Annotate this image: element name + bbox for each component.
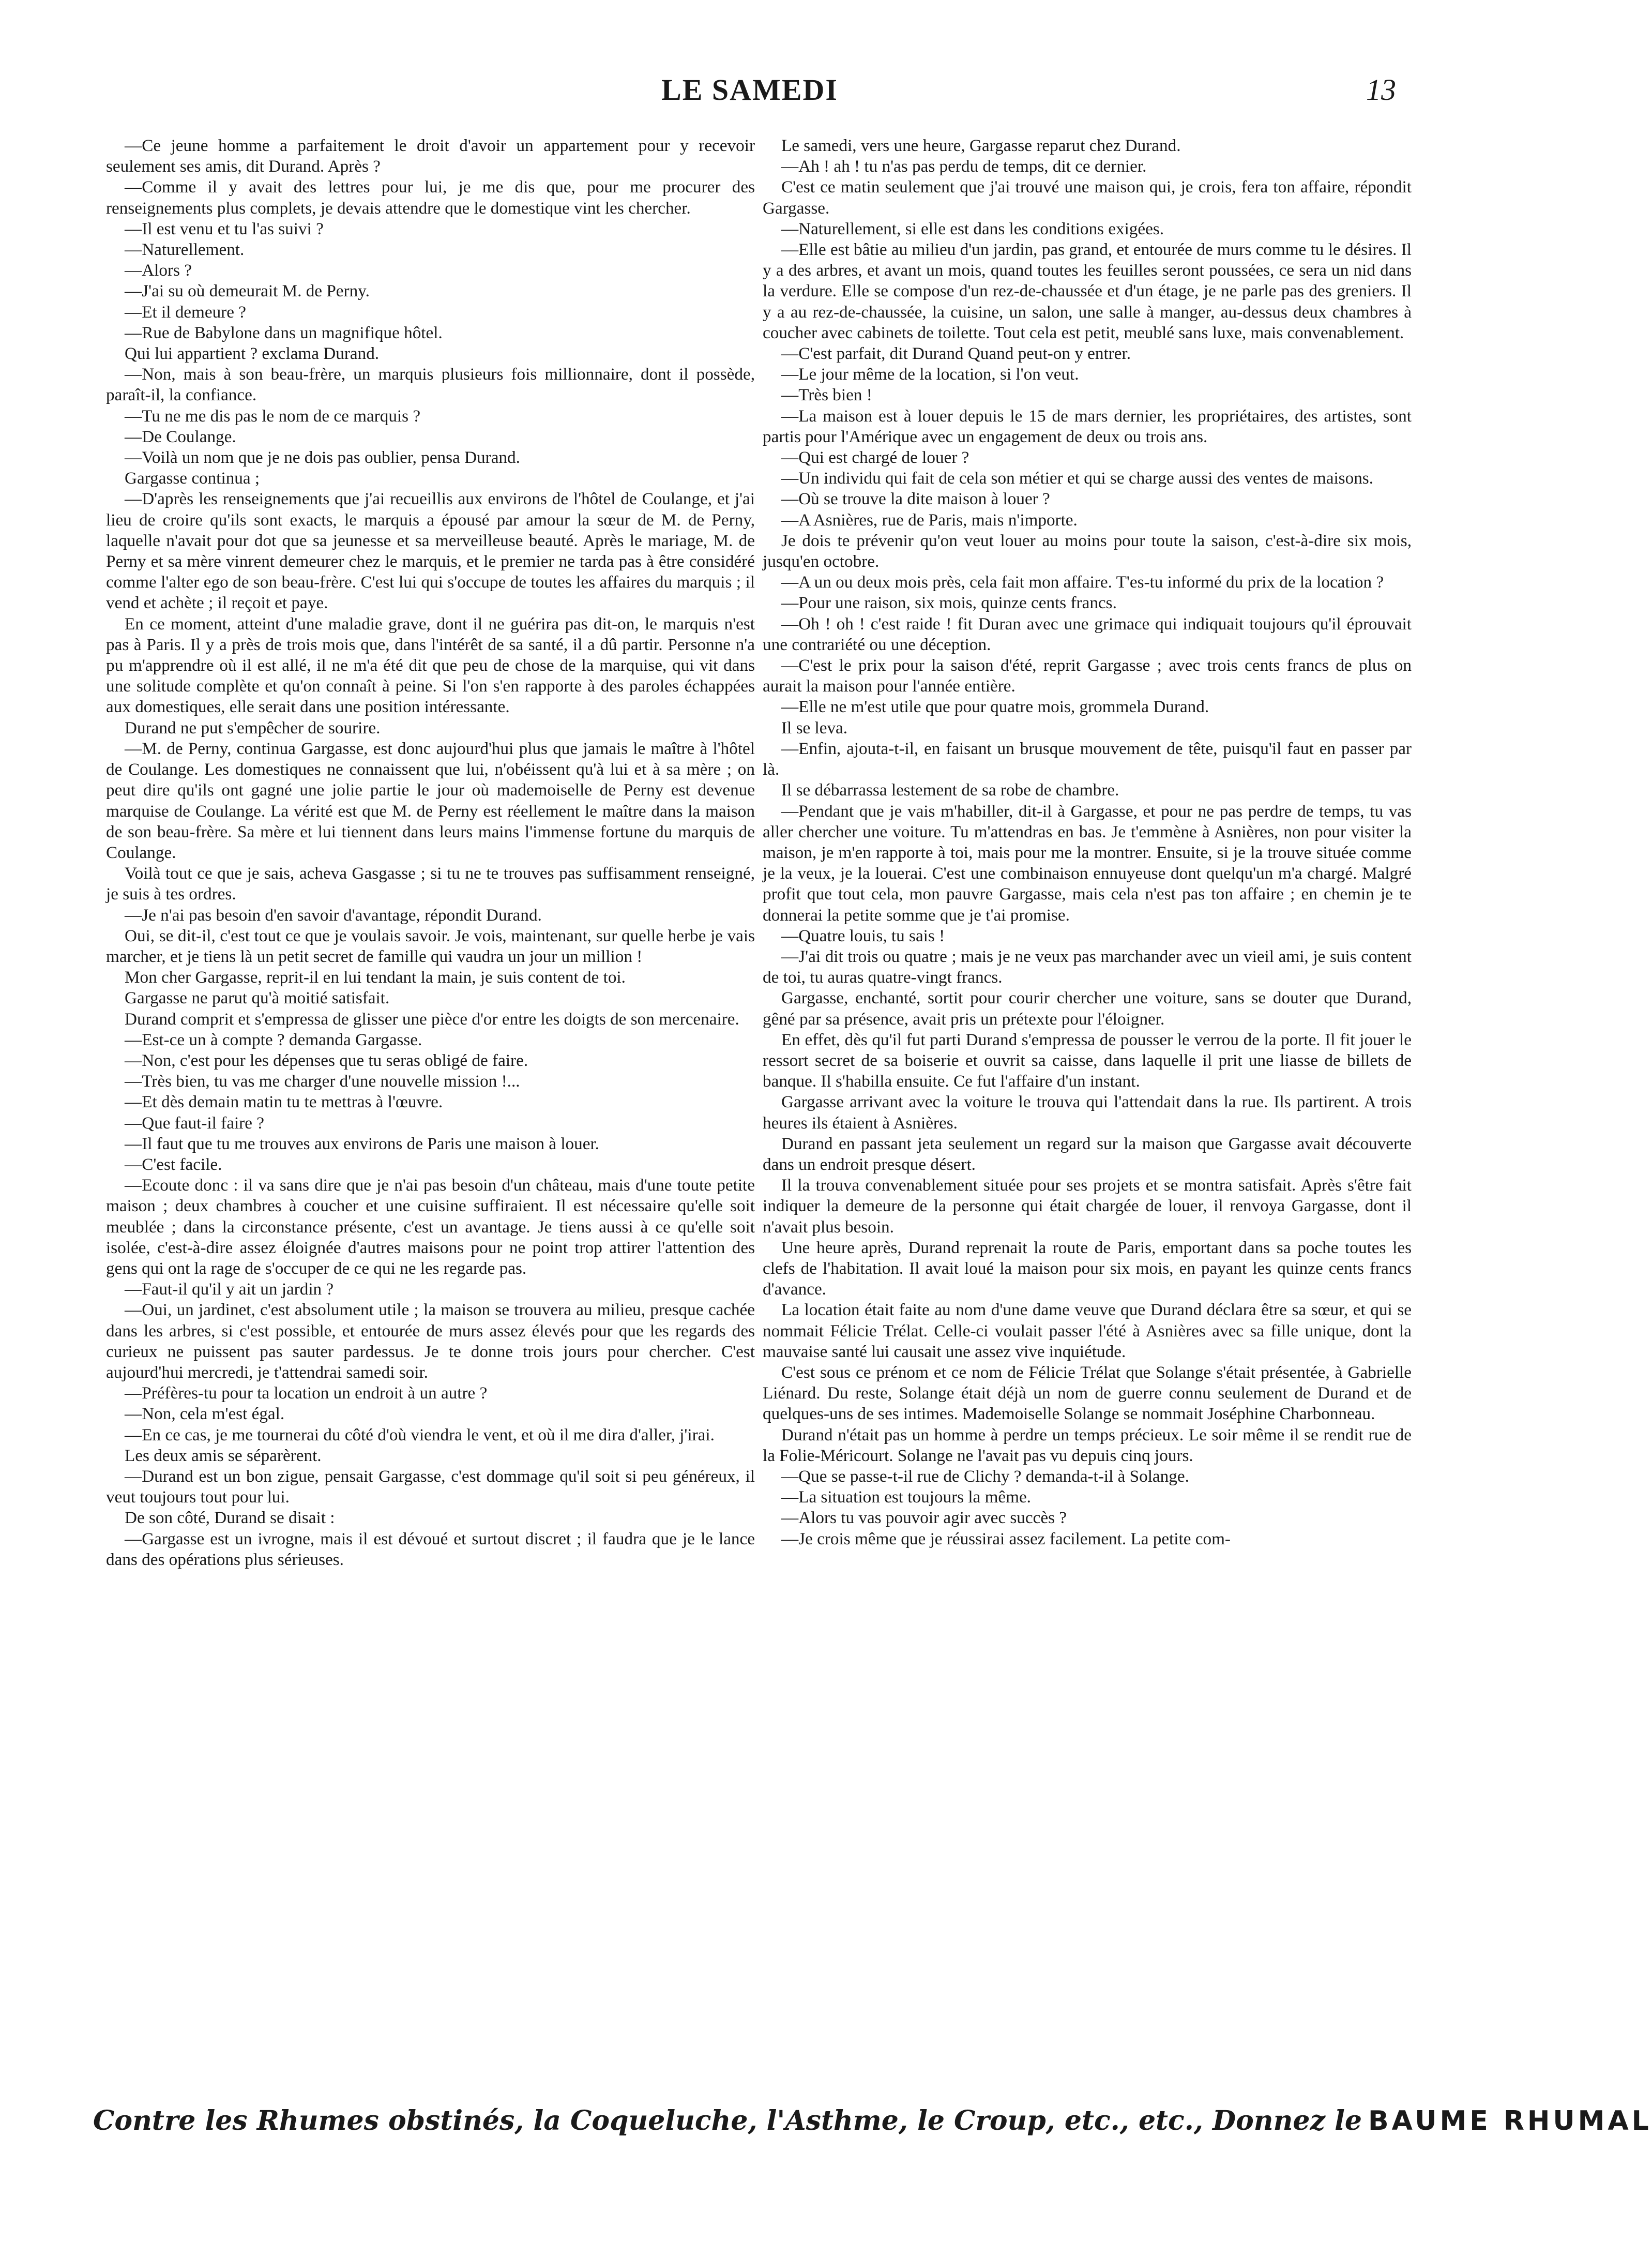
paragraph: —Pendant que je vais m'habiller, dit-il à Gargasse, et pour ne pas perdre de temps, tu vas aller chercher une voiture. Tu m'attendras en bas. Je t'emmène à Asnières, non pour visiter la maison, je m'en rapporte à toi, mais pour me la montrer. Ensuite, si je la trouve située comme je la veux, je la louerai. C'est une combinaison ennuyeuse dont quelqu'un m'a chargé. Malgré profit que tout cela, mon pauvre Gargasse, mais cela n'est pas ton affaire ; en chemin je te donnerai la petite somme que je t'ai promise. [763,801,1412,925]
paragraph: —Pour une raison, six mois, quinze cents francs. [781,593,1117,613]
paragraph: —Quatre louis, tu sais ! [781,926,945,945]
paragraph: —Je crois même que je réussirai assez facilement. La petite com- [781,1529,1231,1548]
paragraph: —M. de Perny, continua Gargasse, est donc aujourd'hui plus que jamais le maître à l'hôtel de Coulange. Les domestiques ne connaissent que lui, n'obéissent qu'à lui et à sa mère ; on peut dire qu'ils ont gagné une jolie partie le jour où mademoiselle de Perny est devenue marquise de Coulange. La vérité est que M. de Perny est réellement le maître dans la maison de son beau-frère. Sa mère et lui tiennent dans leurs mains l'immense fortune du marquis de Coulange. [106,739,755,862]
paragraph: —Ah ! ah ! tu n'as pas perdu de temps, dit ce dernier. [781,157,1147,176]
paragraph: Durand comprit et s'empressa de glisser une pièce d'or entre les doigts de son mercenaire. [125,1009,739,1029]
paragraph: —La situation est toujours la même. [781,1487,1031,1507]
paragraph: Je dois te prévenir qu'on veut louer au moins pour toute la saison, c'est-à-dire six mois, jusqu'en octobre. [763,531,1412,571]
ad-text: Contre les Rhumes obstinés, la Coqueluche, l'Asthme, le Croup, etc., etc., Donnez le [93,2105,1362,2136]
paragraph: En effet, dès qu'il fut parti Durand s'empressa de pousser le verrou de la porte. Il fit jouer le ressort secret de sa boiserie et ouvrit sa caisse, dans laquelle il prit une liasse de billets de banque. Il s'habilla ensuite. Ce fut l'affaire d'un instant. [763,1030,1412,1091]
paragraph: —Et dès demain matin tu te mettras à l'œuvre. [125,1092,443,1112]
paragraph: —Naturellement. [125,240,245,260]
paragraph: La location était faite au nom d'une dame veuve que Durand déclara être sa sœur, et qui se nommait Félicie Trélat. Celle-ci voulait passer l'été à Asnières avec sa fille unique, dont la mauvaise santé lui causait une assez vive inquiétude. [763,1300,1412,1361]
paragraph: Il se leva. [781,718,848,738]
paragraph: —Que se passe-t-il rue de Clichy ? demanda-t-il à Solange. [781,1467,1189,1486]
paragraph: —Comme il y avait des lettres pour lui, je me dis que, pour me procurer des renseignements plus complets, je devais attendre que le domestique vint les chercher. [106,177,755,218]
paragraph: —Où se trouve la dite maison à louer ? [781,489,1050,509]
paragraph: —Qui est chargé de louer ? [781,448,969,468]
paragraph: C'est ce matin seulement que j'ai trouvé une maison qui, je crois, fera ton affaire, répondit Gargasse. [763,177,1412,218]
paragraph: —Il faut que tu me trouves aux environs de Paris une maison à louer. [125,1134,599,1153]
paragraph: —Ecoute donc : il va sans dire que je n'ai pas besoin d'un château, mais d'une toute petite maison ; deux chambres à coucher et une cuisine suffiraient. Il est nécessaire qu'elle soit meublée ; dans la circonstance présente, c'est un avantage. Je tiens aussi à ce qu'elle soit isolée, c'est-à-dire assez éloignée d'autres maisons pour ne point trop attirer l'attention des gens qui ont la rage de s'occuper de ce qui ne les regarde pas. [106,1176,755,1278]
paragraph: Il se débarrassa lestement de sa robe de chambre. [781,780,1119,800]
paragraph: —Faut-il qu'il y ait un jardin ? [125,1280,334,1299]
paragraph: —J'ai dit trois ou quatre ; mais je ne veux pas marchander avec un vieil ami, je suis content de toi, tu auras quatre-vingt francs. [763,946,1412,987]
paragraph: —Que faut-il faire ? [125,1113,264,1133]
paragraph: —Et il demeure ? [125,302,246,322]
paragraph: Voilà tout ce que je sais, acheva Gasgasse ; si tu ne te trouves pas suffisamment renseigné, je suis à tes ordres. [106,864,755,904]
masthead-title: LE SAMEDI [661,73,838,107]
right-column [763,136,1412,2080]
paragraph: —Très bien, tu vas me charger d'une nouvelle mission !... [125,1072,520,1091]
paragraph: Oui, se dit-il, c'est tout ce que je voulais savoir. Je vois, maintenant, sur quelle herbe je vais marcher, et je tiens là un petit secret de famille qui vaudra un jour un million ! [106,926,755,966]
paragraph: Durand en passant jeta seulement un regard sur la maison que Gargasse avait découverte dans un endroit presque désert. [763,1134,1412,1174]
paragraph: —C'est facile. [125,1154,222,1174]
paragraph: —Naturellement, si elle est dans les conditions exigées. [781,219,1164,238]
paragraph: —C'est le prix pour la saison d'été, reprit Gargasse ; avec trois cents francs de plus on aurait la maison pour l'année entière. [763,656,1412,696]
paragraph: Gargasse arrivant avec la voiture le trouva qui l'attendait dans la rue. Ils partirent. A trois heures ils étaient à Asnières. [763,1092,1412,1133]
paragraph: Une heure après, Durand reprenait la route de Paris, emportant dans sa poche toutes les clefs de l'habitation. Il avait loué la maison pour six mois, en payant les quinze cents francs d'avance. [763,1238,1412,1299]
paragraph: Durand n'était pas un homme à perdre un temps précieux. Le soir même il se rendit rue de la Folie-Méricourt. Solange ne l'avait pas vu depuis cinq jours. [763,1425,1412,1465]
paragraph: Gargasse, enchanté, sortit pour courir chercher une voiture, sans se douter que Durand, gêné par sa présence, avait pris un prétexte pour l'éloigner. [763,988,1412,1029]
paragraph: —Alors tu vas pouvoir agir avec succès ? [781,1508,1067,1528]
paragraph: —La maison est à louer depuis le 15 de mars dernier, les propriétaires, des artistes, sont partis pour l'Amérique avec un engagement de deux ou trois ans. [763,406,1412,446]
footer-advertisement [93,2105,1652,2136]
paragraph: Les deux amis se séparèrent. [125,1446,322,1465]
paragraph: Gargasse ne parut qu'à moitié satisfait. [125,988,390,1008]
paragraph: —En ce cas, je me tournerai du côté d'où viendra le vent, et où il me dira d'aller, j'irai. [125,1425,715,1444]
paragraph: De son côté, Durand se disait : [125,1508,335,1528]
paragraph: —Non, c'est pour les dépenses que tu seras obligé de faire. [125,1050,528,1070]
paragraph: —Oh ! oh ! c'est raide ! fit Duran avec une grimace qui indiquait toujours qu'il éprouvait une contrariété ou une déception. [763,614,1412,654]
left-column [106,136,755,2080]
paragraph: —Enfin, ajouta-t-il, en faisant un brusque mouvement de tête, puisqu'il faut en passer par là. [763,739,1412,779]
paragraph: —De Coulange. [125,427,236,446]
paragraph: —Oui, un jardinet, c'est absolument utile ; la maison se trouvera au milieu, presque cachée dans les arbres, si c'est possible, et entourée de murs assez élevés pour que les regards des curieux ne puissent pas sauter pardessus. Je te donne trois jours pour chercher. C'est aujourd'hui mercredi, je t'attendrai samedi soir. [106,1300,755,1382]
paragraph: —Un individu qui fait de cela son métier et qui se charge aussi des ventes de maisons. [781,469,1374,488]
paragraph: —J'ai su où demeurait M. de Perny. [125,281,370,301]
paragraph: —Tu ne me dis pas le nom de ce marquis ? [125,406,421,426]
paragraph: —Rue de Babylone dans un magnifique hôtel. [125,323,443,342]
paragraph: —Ce jeune homme a parfaitement le droit d'avoir un appartement pour y recevoir seulement ses amis, dit Durand. Après ? [106,136,755,176]
paragraph: —Gargasse est un ivrogne, mais il est dévoué et surtout discret ; il faudra que je le lance dans des opérations plus sérieuses. [106,1529,755,1569]
paragraph: —Je n'ai pas besoin d'en savoir d'avantage, répondit Durand. [125,905,542,925]
paragraph: Mon cher Gargasse, reprit-il en lui tendant la main, je suis content de toi. [125,968,626,987]
ad-brand: BAUME RHUMAL [1368,2105,1652,2136]
paragraph: —A un ou deux mois près, cela fait mon affaire. T'es-tu informé du prix de la location ? [781,573,1384,592]
paragraph: —Très bien ! [781,385,872,405]
paragraph: —Préfères-tu pour ta location un endroit à un autre ? [125,1383,488,1403]
paragraph: C'est sous ce prénom et ce nom de Félicie Trélat que Solange s'était présentée, à Gabrielle Liénard. Du reste, Solange était déjà un nom de guerre connu seulement de Durand et de quelques-uns de ses intimes. Mademoiselle Solange se nommait Joséphine Charbonneau. [763,1362,1412,1424]
paragraph: —Le jour même de la location, si l'on veut. [781,365,1079,384]
paragraph: En ce moment, atteint d'une maladie grave, dont il ne guérira pas dit-on, le marquis n'est pas à Paris. Il y a près de trois mois que, dans l'intérêt de sa santé, il a dû partir. Personne n'a pu m'apprendre où il est allé, il ne m'a été dit que peu de chose de la marquise, qui vit dans une solitude complète et qu'on connaît à peine. Si l'on s'en rapporte à des paroles échappées aux domestiques, elle serait dans une position intéressante. [106,614,755,717]
paragraph: —Non, cela m'est égal. [125,1404,285,1424]
paragraph: —Elle est bâtie au milieu d'un jardin, pas grand, et entourée de murs comme tu le désires. Il y a des arbres, et avant un mois, quand toutes les feuilles seront poussées, ce sera un nid dans la verdure. Elle se compose d'un rez-de-chaussée et d'un étage, je ne parle pas des greniers. Il y a au rez-de-chaussée, la cuisine, un salon, une salle à manger, au-dessus deux chambres à coucher avec cabinets de toilette. Tout cela est petit, meublé sans luxe, mais convenablement. [763,240,1412,342]
paragraph: —A Asnières, rue de Paris, mais n'importe. [781,510,1078,530]
paragraph: Gargasse continua ; [125,469,260,488]
paragraph: Qui lui appartient ? exclama Durand. [125,344,380,364]
paragraph: —Est-ce un à compte ? demanda Gargasse. [125,1030,422,1049]
paragraph: —Il est venu et tu l'as suivi ? [125,219,324,238]
paragraph: —Durand est un bon zigue, pensait Gargasse, c'est dommage qu'il soit si peu généreux, il veut toujours tout pour lui. [106,1467,755,1507]
paragraph: Le samedi, vers une heure, Gargasse reparut chez Durand. [781,136,1181,155]
paragraph: —Alors ? [125,261,192,280]
paragraph: —Elle ne m'est utile que pour quatre mois, grommela Durand. [781,697,1209,717]
paragraph: —Voilà un nom que je ne dois pas oublier, pensa Durand. [125,448,520,468]
paragraph: Il la trouva convenablement située pour ses projets et se montra satisfait. Après s'être fait indiquer la demeure de la personne qui était chargée de louer, il renvoya Gargasse, dont il n'avait plus besoin. [763,1176,1412,1237]
paragraph: Durand ne put s'empêcher de sourire. [125,718,381,738]
paragraph: —Non, mais à son beau-frère, un marquis plusieurs fois millionnaire, dont il possède, paraît-il, la confiance. [106,365,755,405]
page-number: 13 [1366,73,1396,107]
page-header [93,72,1406,119]
paragraph: —C'est parfait, dit Durand Quand peut-on y entrer. [781,344,1131,364]
paragraph: —D'après les renseignements que j'ai recueillis aux environs de l'hôtel de Coulange, et j'ai lieu de croire qu'ils sont exacts, le marquis a épousé par amour la sœur de M. de Perny, laquelle n'avait pour dot que sa jeunesse et sa merveilleuse beauté. Après le mariage, M. de Perny et sa mère vinrent demeurer chez le marquis, et le premier ne tarda pas à être considéré comme l'alter ego de son beau-frère. C'est lui qui s'occupe de toutes les affaires du marquis ; il vend et achète ; il reçoit et paye. [106,489,755,613]
